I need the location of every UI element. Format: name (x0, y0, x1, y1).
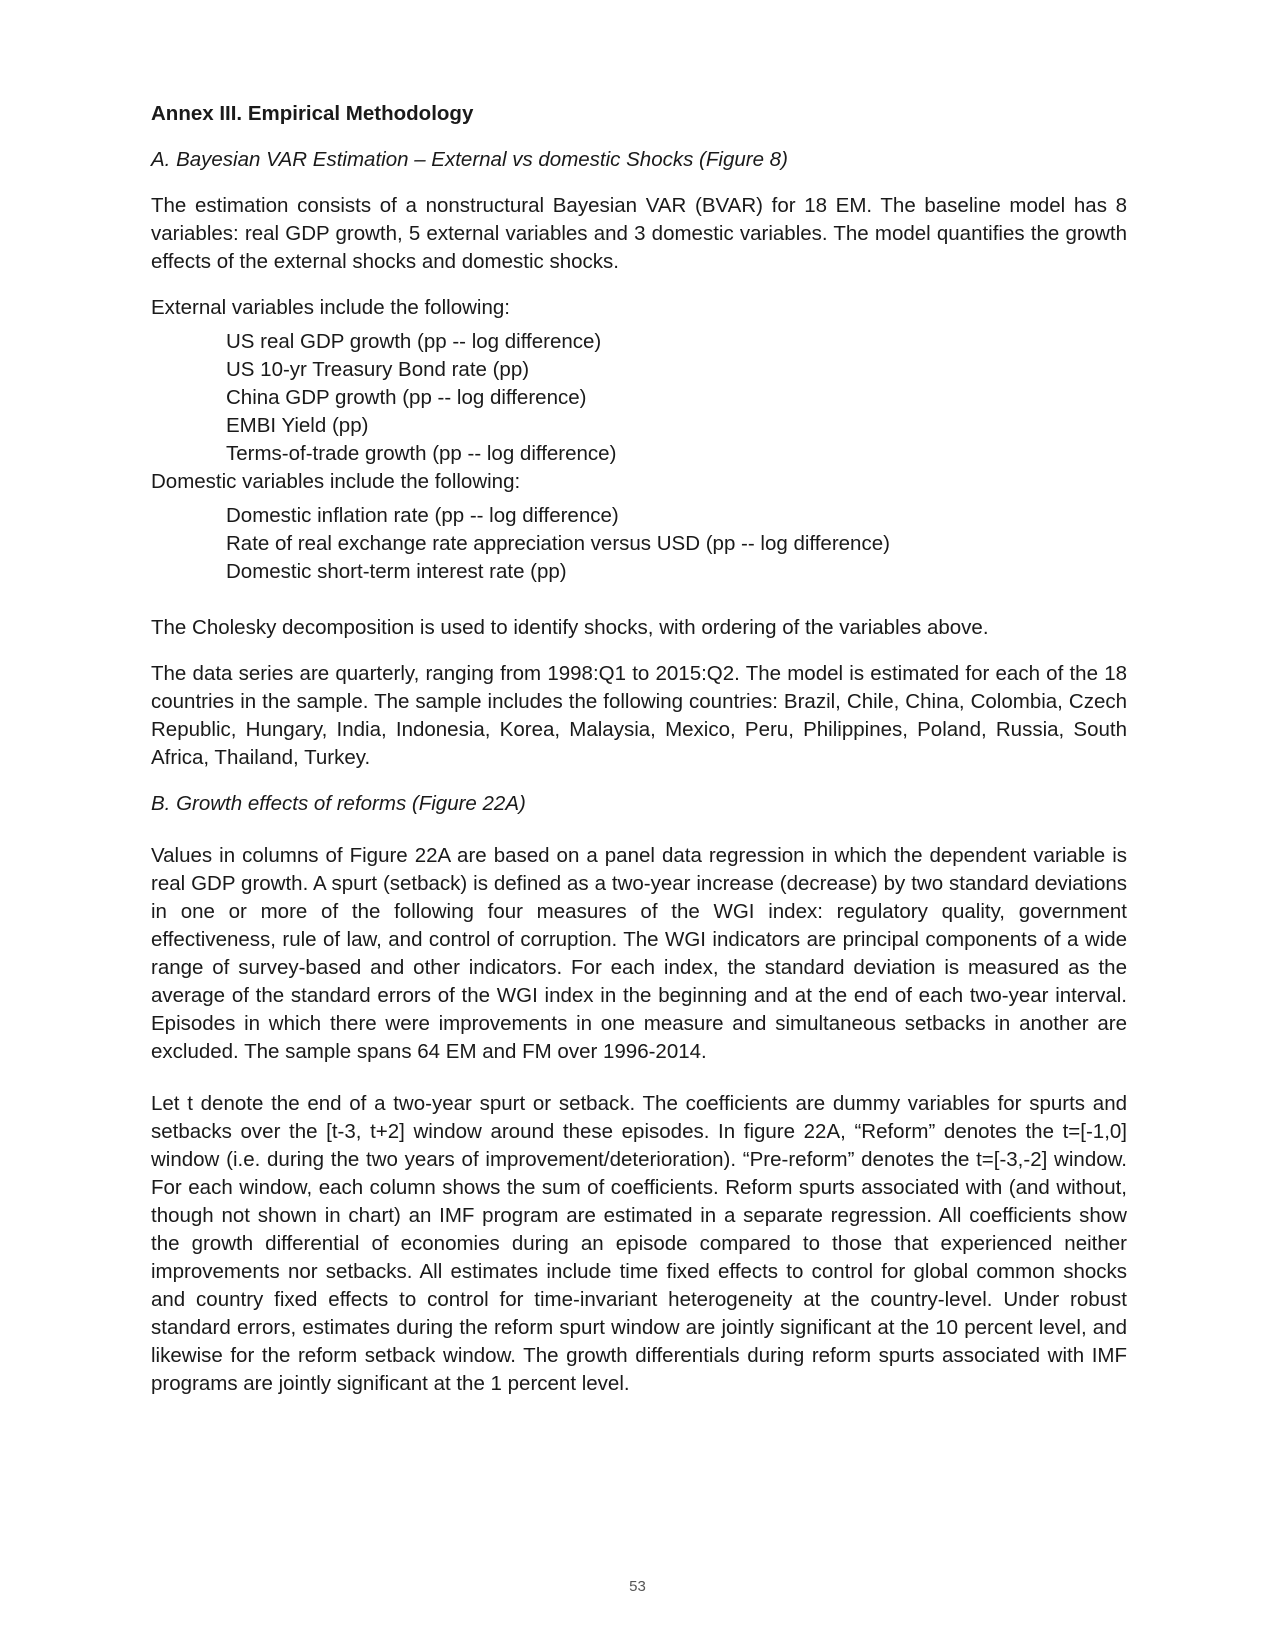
external-variables-intro: External variables include the following: (151, 296, 510, 319)
list-item: US 10-yr Treasury Bond rate (pp) (226, 358, 530, 381)
section-a-paragraph-3: The data series are quarterly, ranging from 1998:Q1 to 2015:Q2. The model is estimated for each of the 18 countries in the sample. The sample includes the following countries: Brazil, Chile, China, Colombia, Czech Republic, Hungary, India, Indonesia, Korea, Malaysia, Mexico, Peru, Philippines, Poland, Russia, South Africa, Thailand, Turkey. (151, 662, 1127, 769)
list-item: Domestic inflation rate (pp -- log difference) (226, 504, 619, 527)
section-b-paragraph-2: Let t denote the end of a two-year spurt or setback. The coefficients are dummy variables for spurts and setbacks over the [t-3, t+2] window around these episodes. In figure 22A, “Reform” denotes the t=[-1,0] window (i.e. during the two years of improvement/deterioration). “Pre-reform” denotes the t=[-3,-2] window. For each window, each column shows the sum of coefficients. Reform spurts associated with (and without, though not shown in chart) an IMF program are estimated in a separate regression. All coefficients show the growth differential of economies during an episode compared to those that experienced neither improvements nor setbacks. All estimates include time fixed effects to control for global common shocks and country fixed effects to control for time-invariant heterogeneity at the country-level. Under robust standard errors, estimates during the reform spurt window are jointly significant at the 10 percent level, and likewise for the reform setback window. The growth differentials during reform spurts associated with IMF programs are jointly significant at the 1 percent level. (151, 1092, 1127, 1395)
section-a-paragraph-1: The estimation consists of a nonstructural Bayesian VAR (BVAR) for 18 EM. The baseline model has 8 variables: real GDP growth, 5 external variables and 3 domestic variables. The model quantifies the growth effects of the external shocks and domestic shocks. (151, 194, 1127, 273)
list-item: Rate of real exchange rate appreciation versus USD (pp -- log difference) (226, 532, 890, 555)
list-item: EMBI Yield (pp) (226, 414, 369, 437)
document-page (151, 100, 1127, 1416)
list-item: China GDP growth (pp -- log difference) (226, 386, 587, 409)
section-b-paragraph-1: Values in columns of Figure 22A are based on a panel data regression in which the dependent variable is real GDP growth. A spurt (setback) is defined as a two-year increase (decrease) by two standard deviations in one or more of the following four measures of the WGI index: regulatory quality, government effectiveness, rule of law, and control of corruption. The WGI indicators are principal components of a wide range of survey-based and other indicators. For each index, the standard deviation is measured as the average of the standard errors of the WGI index in the beginning and at the end of each two-year interval. Episodes in which there were improvements in one measure and simultaneous setbacks in another are excluded. The sample spans 64 EM and FM over 1996-2014. (151, 844, 1127, 1063)
annex-heading: Annex III. Empirical Methodology (151, 102, 474, 125)
section-a-paragraph-2: The Cholesky decomposition is used to identify shocks, with ordering of the variables above. (151, 616, 989, 639)
domestic-variables-intro: Domestic variables include the following: (151, 470, 521, 493)
section-a-title: A. Bayesian VAR Estimation – External vs domestic Shocks (Figure 8) (151, 148, 788, 171)
page-number: 53 (629, 1578, 646, 1595)
domestic-variables-list (151, 502, 1127, 586)
spacer (151, 586, 1127, 614)
section-b-title: B. Growth effects of reforms (Figure 22A) (151, 792, 526, 815)
list-item: Domestic short-term interest rate (pp) (226, 560, 567, 583)
list-item: Terms-of-trade growth (pp -- log difference) (226, 442, 617, 465)
external-variables-list (151, 328, 1127, 468)
list-item: US real GDP growth (pp -- log difference) (226, 330, 602, 353)
